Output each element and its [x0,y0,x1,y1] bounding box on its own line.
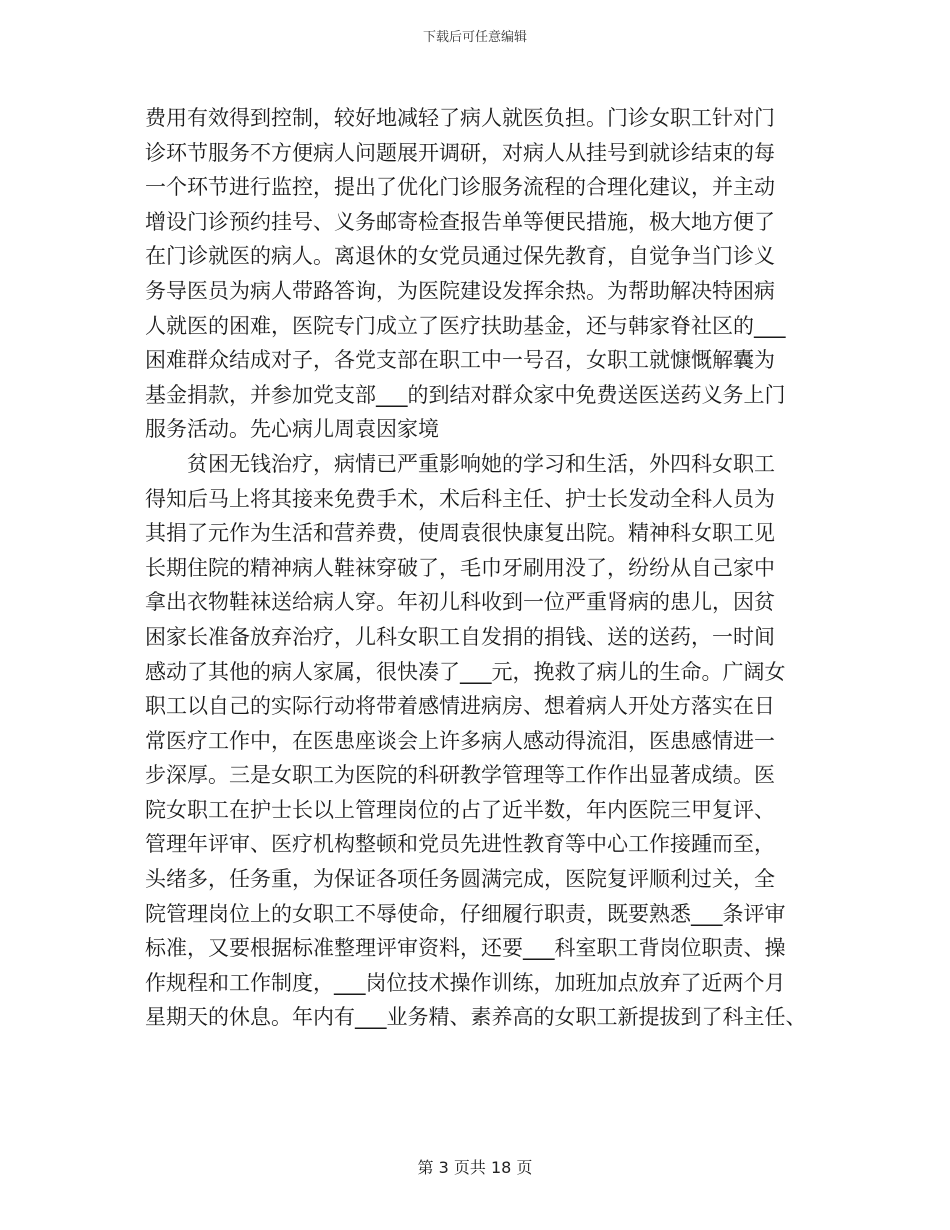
text-line: 作规程和工作制度，___岗位技术操作训练，加班加点放弃了近两个月 [145,970,786,995]
text-line: 院管理岗位上的女职工不辱使命，仔细履行职责，既要熟悉___条评审 [145,901,786,926]
text-line: 其捐了元作为生活和营养费，使周袁很快康复出院。精神科女职工见 [145,521,775,546]
page-footer: 第 3 页共 18 页 [417,1158,533,1177]
document-body [145,101,825,1035]
text-line: 管理年评审、医疗机构整顿和党员先进性教育等中心工作接踵而至， [145,832,775,857]
text-line: 费用有效得到控制，较好地减轻了病人就医负担。门诊女职工针对门 [145,106,775,130]
text-line: 人就医的困难，医院专门成立了医疗扶助基金，还与韩家脊社区的___ [145,313,786,338]
text-line: 得知后马上将其接来免费手术，术后科主任、护士长发动全科人员为 [145,486,775,511]
text-line: 困家长准备放弃治疗，儿科女职工自发捐的捐钱、送的送药，一时间 [145,624,775,649]
text-line: 长期住院的精神病人鞋袜穿破了，毛巾牙刷用没了，纷纷从自己家中 [145,555,775,580]
text-line: 务导医员为病人带路答询，为医院建设发挥余热。为帮助解决特困病 [145,278,775,303]
text-line: 一个环节进行监控，提出了优化门诊服务流程的合理化建议，并主动 [145,175,775,200]
text-line: 标准，又要根据标准整理评审资料，还要___科室职工背岗位职责、操 [145,936,786,961]
text-line: 职工以自己的实际行动将带着感情进病房、想着病人开处方落实在日 [145,694,775,719]
text-line: 贫困无钱治疗，病情已严重影响她的学习和生活，外四科女职工 [145,451,775,476]
text-line: 困难群众结成对子，各党支部在职工中一号召，女职工就慷慨解囊为 [145,348,775,373]
text-line: 星期天的休息。年内有___业务精、素养高的女职工新提拔到了科主任、 [145,1005,807,1030]
text-line: 基金捐款，并参加党支部___的到结对群众家中免费送医送药义务上门 [145,382,786,407]
text-line: 常医疗工作中，在医患座谈会上许多病人感动得流泪，医患感情进一 [145,728,775,753]
text-line: 步深厚。三是女职工为医院的科研教学管理等工作作出显著成绩。医 [145,763,775,788]
text-line: 院女职工在护士长以上管理岗位的占了近半数，年内医院三甲复评、 [145,797,775,822]
text-line: 服务活动。先心病儿周袁因家境 [145,417,439,442]
text-line: 拿出衣物鞋袜送给病人穿。年初儿科收到一位严重肾病的患儿，因贫 [145,590,775,615]
text-line: 增设门诊预约挂号、义务邮寄检查报告单等便民措施，极大地方便了 [145,209,775,234]
text-line: 诊环节服务不方便病人问题展开调研，对病人从挂号到就诊结束的每 [145,140,775,165]
text-line: 头绪多，任务重，为保证各项任务圆满完成，医院复评顺利过关，全 [145,867,775,892]
text-line: 在门诊就医的病人。离退休的女党员通过保先教育，自觉争当门诊义 [145,244,775,269]
text-line: 感动了其他的病人家属，很快凑了___元，挽救了病儿的生命。广阔女 [145,659,786,684]
page-header: 下载后可任意编辑 [422,30,527,45]
